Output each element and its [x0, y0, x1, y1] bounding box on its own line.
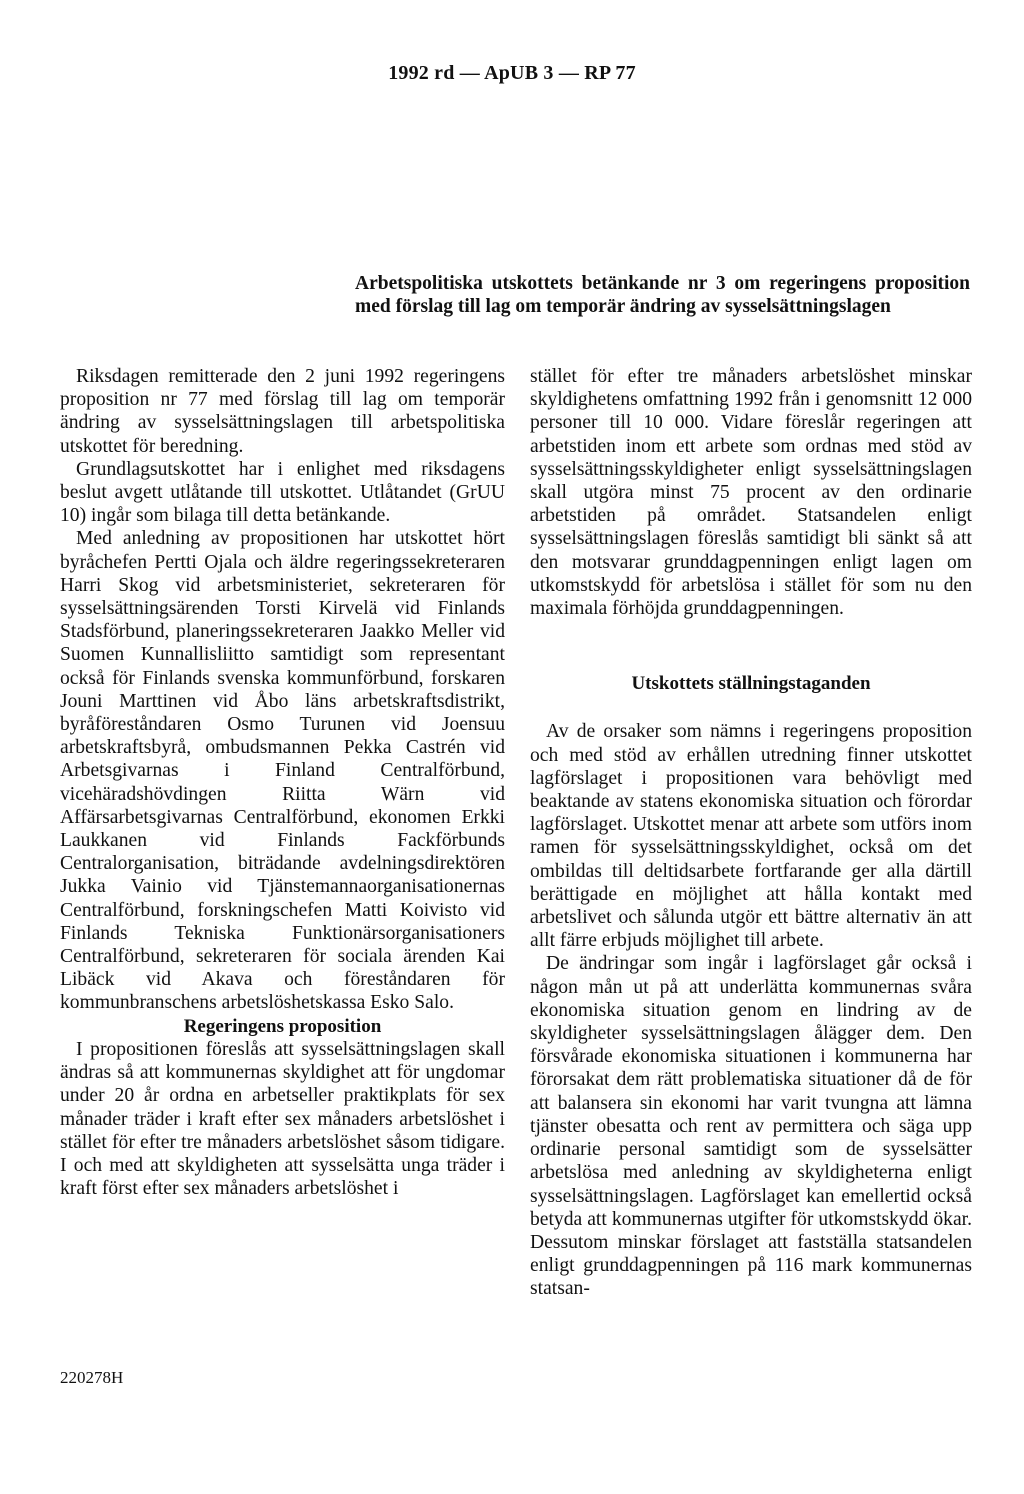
right-paragraph-3: De ändringar som ingår i lagförslaget går också i någon mån ut på att underlätta kommunernas svåra ekonomiska situation genom en lindring av de skyldigheter sysselsättningslagen ålägger dem. Den försvårade ekonomiska situationen i kommunerna har förorsakat dem rätt problematiska situationer då de för att balansera sin ekonomi har varit tvungna att lämna tjänster obesatta och rent av permittera och säga upp ordinarie personal samtidigt som de sysselsätter arbetslösa med anledning av skyldigheterna enligt sysselsättningslagen. Lagförslaget kan emellertid också betyda att kommunernas utgifter för utkomstskydd ökar. Dessutom minskar förslaget att fastställa statsandelen enligt grunddagpenningen på 116 mark kommunernas statsan- — [530, 953, 972, 1300]
right-paragraph-1: stället för efter tre månaders arbetslöshet minskar skyldighetens omfattning 1992 från i genomsnitt 12 000 personer till 10 000. Vidare föreslår regeringen att arbetstiden inom ett arbete som ordnas med stöd av sysselsättningsskyldigheter enligt sysselsättningslagen skall utgöra minst 75 procent av den ordinarie arbetstiden på området. Statsandelen enligt sysselsättningslagen föreslås samtidigt bli sänkt så att den motsvarar grunddagpenningen enligt lagen om utkomstskydd för arbetslösa i stället för som nu den maximala förhöjda grunddagpenningen. — [530, 366, 972, 620]
left-paragraph-1: Riksdagen remitterade den 2 juni 1992 regeringens proposition nr 77 med förslag till lag om temporär ändring av sysselsättningslagen till arbetspolitiska utskottet för beredning. — [60, 366, 505, 457]
left-paragraph-3: Med anledning av propositionen har utskottet hört byråchefen Pertti Ojala och äldre regeringssekreteraren Harri Skog vid arbetsministeriet, sekreteraren för sysselsättningsärenden Torsti Kirvelä vid Finlands Stadsförbund, planeringssekreteraren Jaakko Meller vid Suomen Kunnallisliitto samtidigt som representant också för Finlands svenska kommunförbund, forskaren Jouni Marttinen vid Åbo läns arbetskraftsdistrikt, byråföreståndaren Osmo Turunen vid Joensuu arbetskraftsbyrå, ombudsmannen Pekka Castrén vid Arbetsgivarnas i Finland Centralförbund, vicehäradshövdingen Riitta Wärn vid Affärsarbetsgivarnas Centralförbund, ekonomen Erkki Laukkanen vid Finlands Fackförbunds Centralorganisation, biträdande avdelningsdirektören Jukka Vainio vid Tjänstemannaorganisationernas Centralförbund, forskningschefen Matti Koivisto vid Finlands Tekniska Funktionärsorganisationers Centralförbund, sekreteraren för sociala ärenden Kai Libäck vid Akava och föreståndaren för kommunbranschens arbetslöshetskassa Esko Salo. — [60, 528, 505, 1014]
right-column — [530, 365, 972, 1301]
section-heading-utskottets-stallningstaganden: Utskottets ställningstaganden — [631, 673, 871, 695]
print-code: 220278H — [60, 1368, 124, 1387]
left-paragraph-2: Grundlagsutskottet har i enlighet med riksdagens beslut avgett utlåtande till utskottet. Utlåtandet (GrUU 10) ingår som bilaga till detta betänkande. — [60, 458, 505, 527]
section-heading-regeringens-proposition: Regeringens proposition — [183, 1015, 382, 1037]
right-paragraph-2: Av de orsaker som nämns i regeringens proposition och med stöd av erhållen utredning finner utskottet lagförslaget i propositionen vara behövligt med beaktande av statens ekonomiska situation och förordar lagförslaget. Utskottet menar att arbete som utförs inom ramen för sysselsättningsskyldighet, också om det ombildas till deltidsarbete fortfarande ger alla därtill berättigade en möjlighet att hålla kontakt med arbetslivet och sålunda utgör ett bättre alternativ än att allt färre erbjuds möjlighet till arbete. — [530, 721, 972, 952]
page-header: 1992 rd — ApUB 3 — RP 77 — [388, 62, 636, 84]
left-paragraph-4: I propositionen föreslås att sysselsättningslagen skall ändras så att kommunernas skyldighet att för ungdomar under 20 år ordna en arbetseller praktikplats för sex månader träder i kraft efter sex månaders arbetslöshet i stället för efter tre månaders arbetslöshet såsom tidigare. I och med att skyldigheten att sysselsätta unga träder i kraft först efter sex månaders arbetslöshet i — [60, 1038, 505, 1200]
report-title: Arbetspolitiska utskottets betänkande nr 3 om regeringens proposition med förslag till lag om temporär ändring av sysselsättningslagen — [355, 273, 970, 317]
left-column — [60, 365, 505, 1200]
